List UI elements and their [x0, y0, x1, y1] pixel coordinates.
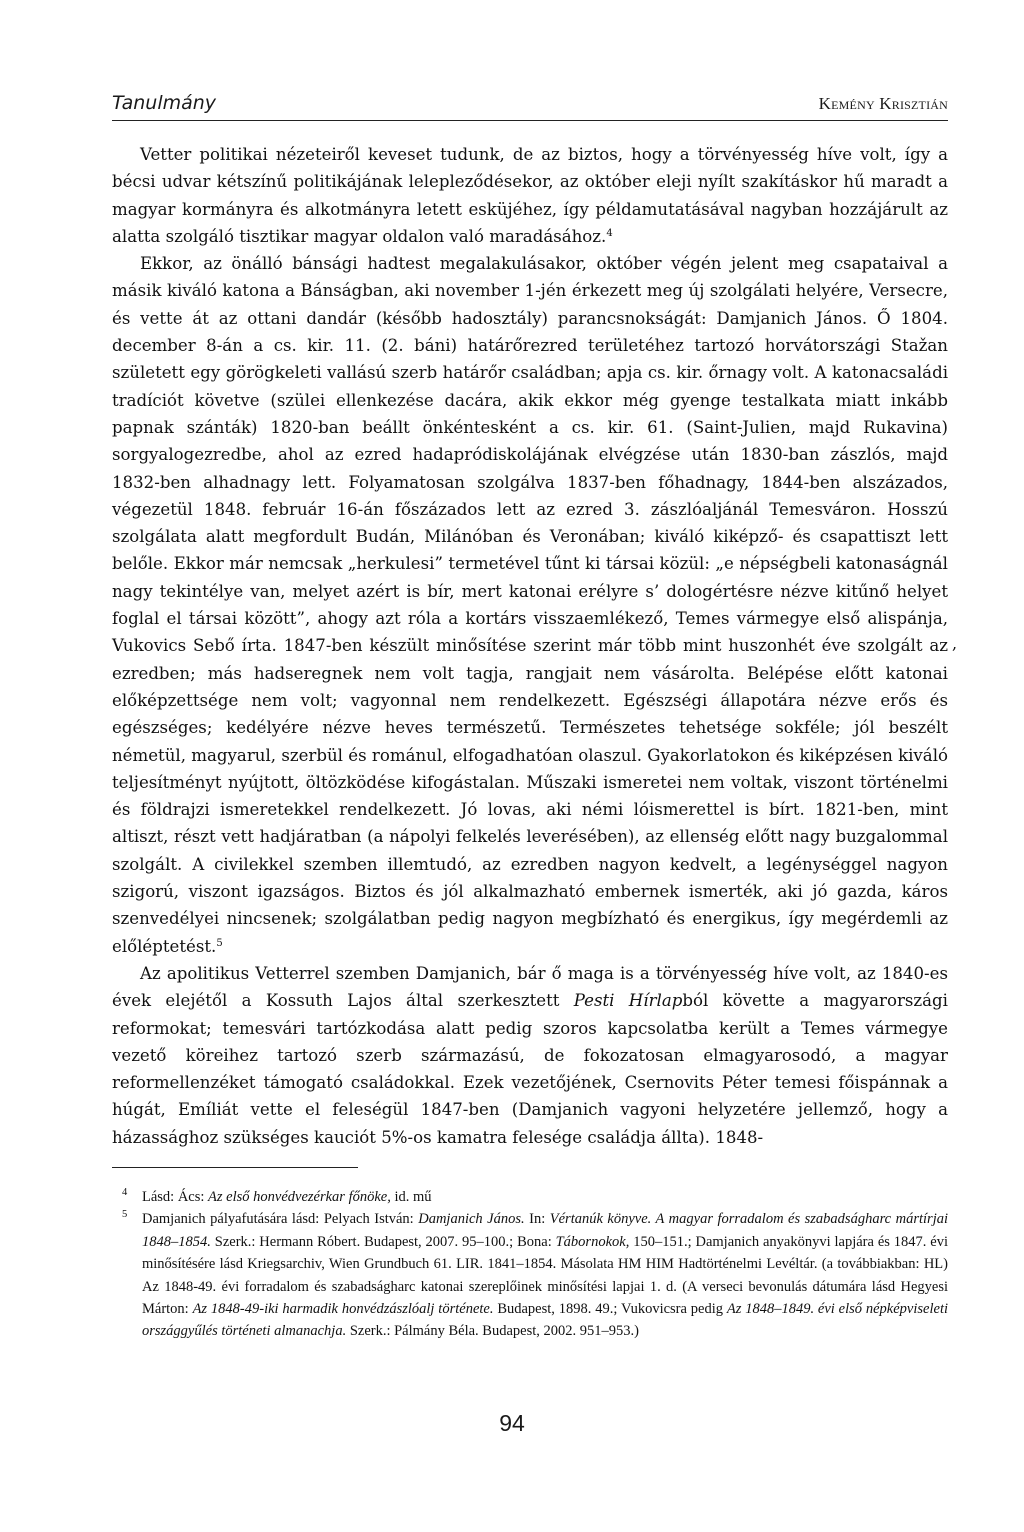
footnote-text: Damjanich pályafutására lásd: Pelyach István: — [142, 1211, 419, 1228]
footnote-title: Az 1848–1849. évi első népképviseleti országgyűlés történeti almanachja. — [142, 1301, 948, 1340]
newspaper-title: Pesti Hírlap — [573, 991, 683, 1011]
paragraph — [112, 250, 948, 960]
footnote-text: Szerk.: Hermann Róbert. Budapest, 2007. 95–100.; Bona: — [210, 1233, 556, 1250]
paragraph-text: Vetter politikai nézeteiről keveset tudunk, de az biztos, hogy a törvényesség híve volt, így a bécsi udvar kétszínű politikájának lelepleződésekor, az október eleji nyílt szakításkor hű maradt a magyar kormányra és alkotmányra letett esküjéhez, így példamutatásával nagyban hozzájárult az alatta szolgáló tisztikar magyar oldalon való maradásához. — [112, 145, 948, 246]
footnote-number: 5 — [122, 1209, 128, 1221]
footnote-divider — [112, 1167, 358, 1168]
paragraph — [112, 960, 948, 1151]
running-header — [112, 88, 948, 121]
footnote-ref[interactable]: 5 — [216, 937, 223, 949]
footnote-ref[interactable]: 4 — [606, 227, 613, 239]
footnote-title: Vértanúk könyve. A magyar forradalom és szabadságharc mártírjai 1848–1854. — [142, 1211, 948, 1250]
footnotes — [112, 1186, 948, 1343]
footnote-number: 4 — [122, 1187, 128, 1198]
footnote-title: Az 1848-49-iki harmadik honvédzászlóalj története. — [192, 1301, 494, 1318]
paragraph-text: Ekkor, az önálló bánsági hadtest megalakulásakor, október végén jelent meg csapataival a másik kiváló katona a Bánságban, aki november 1-jén érkezett meg új szolgálati helyére, Versecre, és vette át az ottani dandár (később hadosztály) parancsnokságát: Damjanich János. Ő 1804. december 8-án a cs. kir. 11. (2. báni) határőrezred területéhez tartozó horvátországi Stažan született egy görögkeleti vallású szerb határőr családban; apja cs. kir. őrnagy volt. A katonacsaládi tradíciót követve (szülei ellenkezése dacára, akik ekkor még gyenge testalkata miatt inkább papnak szánták) 1820-ban beállt önkéntesként a cs. kir. 61. (Saint-Julien, majd Rukavina) sorgyalogezredbe, ahol az ezred hadapródiskolájának elvégzése után 1830-ban zászlós, majd 1832-ben alhadnagy lett. Folyamatosan szolgálva 1837-ben főhadnagy, 1844-ben alszázados, végezetül 1848. február 16-án főszázados lett az ezred 3. zászlóaljánál Temesváron. Hosszú szolgálata alatt megfordult Budán, Milánóban és Veronában; kiváló kiképző- és csapattiszt lett belőle. Ekkor már nemcsak „herkulesi” termetével tűnt ki társai közül: „e népségbeli katonaságnál nagy tekintélye van, melyet azért is bír, mert katonai erélyre s’ dologértésre nézve kitűnő helyet foglal el társai között”, ahogy azt róla a kortárs visszaemlékező, Temes vármegye első alispánja, Vukovics Sebő írta. 1847-ben készült minősítése szerint már több mint huszonhét éve szolgált az ezredben; más hadseregnek nem volt tagja, rangjait nem vásárolta. Belépése előtt katonai előképzettsége nem volt; vagyonnal nem rendelkezett. Egészségi állapotára nézve erős és egészséges; kedélyére nézve heves természetű. Természetes tehetsége sokféle; jól beszélt németül, magyarul, szerbül és románul, elfogadhatóan olaszul. Gyakorlatokon és kiképzésen kiváló teljesítményt nyújtott, öltözködése kifogástalan. Műszaki ismeretei nem voltak, viszont történelmi és földrajzi ismeretekkel rendelkezett. Jó lovas, aki némi lóismerettel is bírt. 1821-ben, mint altiszt, részt vett hadjáratban (a nápolyi felkelés leverésében), az ellenség előtt nagy buzgalommal szolgált. A civilekkel szemben illemtudó, az ezredben nagyon kedvelt, a legénységgel nagyon szigorú, viszont igazságos. Biztos és jól alkalmazható embernek ismerték, aki jó gazda, káros szenvedélyei nincsenek; szolgálatban pedig nagyon megbízható és energikus, így megérdemli az előléptetést. — [112, 254, 948, 956]
footnote-title: Damjanich János. — [418, 1211, 525, 1228]
footnote-text: Szerk.: Pálmány Béla. Budapest, 2002. 951–953.) — [346, 1323, 639, 1340]
footnote-title: Tábornokok, — [555, 1233, 630, 1250]
main-text — [112, 141, 948, 1151]
paragraph — [112, 141, 948, 250]
footnote-text: Budapest, 1898. 49.; Vukovicsra pedig — [493, 1301, 727, 1318]
page-number: 94 — [499, 1410, 525, 1436]
footnote — [112, 1186, 948, 1208]
footnote-title: Az első honvédvezérkar főnöke, — [208, 1189, 391, 1205]
footnote — [112, 1208, 948, 1342]
author-name: Kemény Krisztián — [818, 94, 948, 113]
paragraph-text: ból követte a magyarországi reformokat; temesvári tartózkodása alatt pedig szoros kapcsolatba került a Temes vármegye vezető köreihez tartozó szerb származású, de fokozatosan elmagyarosodó, a magyar reformellenzéket támogató családokkal. Ezek vezetőjének, Csernovits Péter temesi főispánnak a húgát, Emíliát vette el feleségül 1847-ben (Damjanich vagyoni helyzetére jellemző, hogy a házassághoz szükséges kauciót 5%-os kamatra felesége családja állta). 1848- — [112, 991, 948, 1147]
section-label: Tanulmány — [112, 92, 217, 114]
footnote-text: 150–151.; Damjanich anyakönyvi lapjára és 1847. évi minősítésére lásd Kriegsarchiv, Wien Grundbuch 61. LIR. 1841–1854. Másolata HM HIM Hadtörténelmi Levéltár. (a továbbiakban: HL) Az 1848-49. évi forradalom és szabadságharc katonai szereplőinek minősítési lapjai 1. d. (A verseci bevonulás dátumára lásd Hegyesi Márton: — [142, 1233, 948, 1318]
footnote-text: In: — [524, 1211, 550, 1228]
footnote-text: Lásd: Ács: — [142, 1189, 209, 1205]
paragraph-text: Az apolitikus Vetterrel szemben Damjanich, bár ő maga is a törvényesség híve volt, az 1840-es évek elejétől a Kossuth Lajos által szerkesztett — [112, 963, 948, 1011]
footnote-text: id. mű — [390, 1189, 432, 1205]
margin-mark: , — [952, 634, 958, 653]
